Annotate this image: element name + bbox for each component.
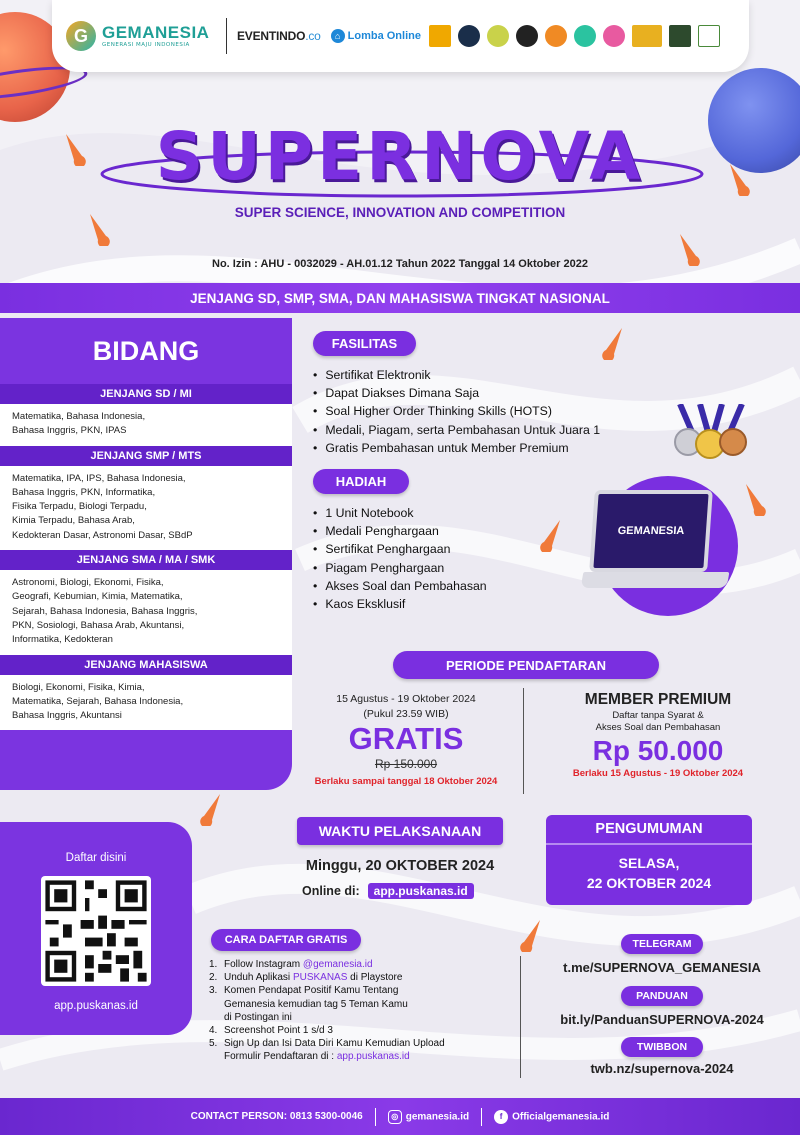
free-price: GRATIS <box>348 721 464 756</box>
list-item: • Dapat Diakses Dimana Saja <box>313 384 673 402</box>
form-url[interactable]: app.puskanas.id <box>336 1051 410 1063</box>
level-header-mahasiswa: JENJANG MAHASISWA <box>0 655 292 675</box>
list-item: • Akses Soal dan Pembahasan <box>313 577 573 595</box>
free-dates: 15 Agustus - 19 Oktober 2024 <box>336 693 476 705</box>
level-subjects-sma: Astronomi, Biologi, Ekonomi, Fisika, Geografi, Kebumian, Kimia, Matematika, Sejarah, Bahasa Indonesia, Bahasa Inggris, PKN, Sosiologi, Bahasa Arab, Akuntansi, Informatika, Kedokteran <box>0 570 292 654</box>
list-item: • Piagam Penghargaan <box>313 559 573 577</box>
list-item: • Soal Higher Order Thinking Skills (HOTS) <box>313 402 673 420</box>
sponsor-logo-6 <box>574 25 596 47</box>
online-location <box>302 883 502 899</box>
sponsor-logo-3 <box>487 25 509 47</box>
panduan-link[interactable]: bit.ly/PanduanSUPERNOVA-2024 <box>560 1012 764 1027</box>
premium-desc-1: Daftar tanpa Syarat & <box>612 710 704 721</box>
steps-divider <box>520 956 521 1078</box>
footer-bar <box>0 1098 800 1135</box>
contact-person[interactable]: CONTACT PERSON: 0813 5300-0046 <box>190 1111 363 1122</box>
online-label: Online di: <box>302 884 360 898</box>
premium-title: MEMBER PREMIUM <box>584 691 732 708</box>
twibbon-link[interactable]: twb.nz/supernova-2024 <box>590 1061 734 1076</box>
list-item: 5. Sign Up dan Isi Data Diri Kamu Kemudian Upload Formulir Pendaftaran di : app.puskanas.id <box>209 1038 445 1063</box>
laptop-brand: GEMANESIA <box>617 525 685 537</box>
pengumuman-label: PENGUMUMAN <box>546 815 752 845</box>
waktu-date: Minggu, 20 OKTOBER 2024 <box>305 858 495 874</box>
list-item: 3. Komen Pendapat Positif Kamu Tentang Gemanesia kemudian tag 5 Teman Kamu di Postingan ini <box>209 985 408 1023</box>
telegram-link[interactable]: t.me/SUPERNOVA_GEMANESIA <box>563 960 761 975</box>
sponsor-logo-5 <box>545 25 567 47</box>
sponsor-logo-7 <box>603 25 625 47</box>
list-item: 4. Screenshot Point 1 s/d 3 <box>209 1025 333 1037</box>
premium-registration <box>538 690 778 779</box>
list-item: 2. Unduh Aplikasi PUSKANAS di Playstore <box>209 972 403 984</box>
old-price: Rp 150.000 <box>374 757 438 771</box>
free-note: Berlaku sampai tanggal 18 Oktober 2024 <box>314 776 498 787</box>
periode-divider <box>523 688 524 794</box>
permit-number: No. Izin : AHU - 0032029 - AH.01.12 Tahun 2022 Tanggal 14 Oktober 2022 <box>212 258 588 270</box>
footer-instagram[interactable]: ◎ gemanesia.id <box>388 1110 469 1124</box>
lomba-online-logo: ⌂ Lomba Online <box>331 29 421 43</box>
comet-icon <box>728 162 750 196</box>
gemanesia-logo-tagline: GENERASI MAJU INDONESIA <box>102 41 190 48</box>
sponsor-logo-10 <box>698 25 720 47</box>
gemanesia-mark-icon: G <box>66 21 96 51</box>
level-subjects-mahasiswa: Biologi, Ekonomi, Fisika, Kimia, Matematika, Sejarah, Bahasa Indonesia, Bahasa Inggris, Akuntansi <box>0 675 292 731</box>
list-item: • Medali, Piagam, serta Pembahasan Untuk Juara 1 <box>313 421 673 439</box>
qr-panel <box>0 822 192 1035</box>
instagram-handle[interactable]: @gemanesia.id <box>302 959 373 970</box>
list-item: • Kaos Eksklusif <box>313 595 573 613</box>
laptop-illustration <box>580 476 750 616</box>
list-item: 1. Follow Instagram @gemanesia.id <box>209 959 373 970</box>
premium-note: Berlaku 15 Agustus - 19 Oktober 2024 <box>572 768 744 779</box>
level-subjects-smp: Matematika, IPA, IPS, Bahasa Indonesia, Bahasa Inggris, PKN, Informatika, Fisika Terpadu, Biologi Terpadu, Kimia Terpadu, Bahasa Arab, Kedokteran Dasar, Astronomi Dasar, SBdP <box>0 466 292 550</box>
free-time: (Pukul 23.59 WIB) <box>363 708 449 720</box>
telegram-label: TELEGRAM <box>621 934 703 954</box>
periode-label: PERIODE PENDAFTARAN <box>393 651 659 679</box>
sponsor-logo-9 <box>669 25 691 47</box>
eventindo-logo: EVENTINDO.co <box>237 29 321 43</box>
registration-steps <box>209 958 509 1064</box>
free-registration <box>300 692 512 787</box>
pengumuman-box <box>546 815 752 905</box>
sponsor-logo-2 <box>458 25 480 47</box>
hadiah-label: HADIAH <box>313 469 409 494</box>
twibbon-label: TWIBBON <box>621 1037 703 1057</box>
event-title: SUPERNOVA <box>155 118 645 195</box>
facebook-icon: f <box>494 1110 508 1124</box>
pengumuman-day: SELASA, <box>618 855 680 871</box>
footer-divider <box>375 1108 376 1126</box>
comet-icon <box>64 132 86 166</box>
level-subjects-sd: Matematika, Bahasa Indonesia, Bahasa Inggris, PKN, IPAS <box>0 404 292 446</box>
hadiah-list <box>313 504 573 613</box>
online-url[interactable]: app.puskanas.id <box>368 883 474 899</box>
list-item: • 1 Unit Notebook <box>313 504 573 522</box>
pengumuman-date: 22 OKTOBER 2024 <box>586 875 712 891</box>
lomba-online-icon: ⌂ <box>331 29 345 43</box>
bidang-panel <box>0 318 292 790</box>
list-item: • Medali Penghargaan <box>313 522 573 540</box>
comet-icon <box>200 792 222 826</box>
fasilitas-label: FASILITAS <box>313 331 416 356</box>
level-header-smp: JENJANG SMP / MTS <box>0 446 292 466</box>
comet-icon <box>520 918 542 952</box>
list-item: • Sertifikat Penghargaan <box>313 540 573 558</box>
comet-icon <box>602 326 624 360</box>
sponsor-logo-4 <box>516 25 538 47</box>
qr-label: Daftar disini <box>65 852 127 864</box>
level-header-sma: JENJANG SMA / MA / SMK <box>0 550 292 570</box>
level-banner: JENJANG SD, SMP, SMA, DAN MAHASISWA TINGKAT NASIONAL <box>0 283 800 313</box>
bidang-title: BIDANG <box>92 335 200 366</box>
panduan-label: PANDUAN <box>621 986 703 1006</box>
waktu-label: WAKTU PELAKSANAAN <box>297 817 503 845</box>
medals-icon <box>670 404 750 464</box>
gemanesia-logo-name: GEMANESIA <box>102 22 210 42</box>
footer-divider <box>481 1108 482 1126</box>
instagram-icon: ◎ <box>388 1110 402 1124</box>
logo-divider <box>226 18 227 54</box>
footer-facebook[interactable]: f Officialgemanesia.id <box>494 1110 609 1124</box>
level-header-sd: JENJANG SD / MI <box>0 384 292 404</box>
cara-label: CARA DAFTAR GRATIS <box>211 929 361 951</box>
list-item: • Sertifikat Elektronik <box>313 366 673 384</box>
list-item: • Gratis Pembahasan untuk Member Premium <box>313 439 673 457</box>
event-subtitle: SUPER SCIENCE, INNOVATION AND COMPETITION <box>234 205 566 220</box>
premium-desc-2: Akses Soal dan Pembahasan <box>595 722 721 733</box>
sponsor-logo-1 <box>429 25 451 47</box>
gemanesia-logo <box>66 21 216 51</box>
fasilitas-list <box>313 366 673 457</box>
qr-code-icon[interactable] <box>41 876 151 986</box>
premium-price: Rp 50.000 <box>592 735 724 766</box>
sponsor-logo-bar <box>52 0 749 72</box>
sponsor-logo-8 <box>632 25 662 47</box>
qr-url[interactable]: app.puskanas.id <box>54 1000 138 1012</box>
